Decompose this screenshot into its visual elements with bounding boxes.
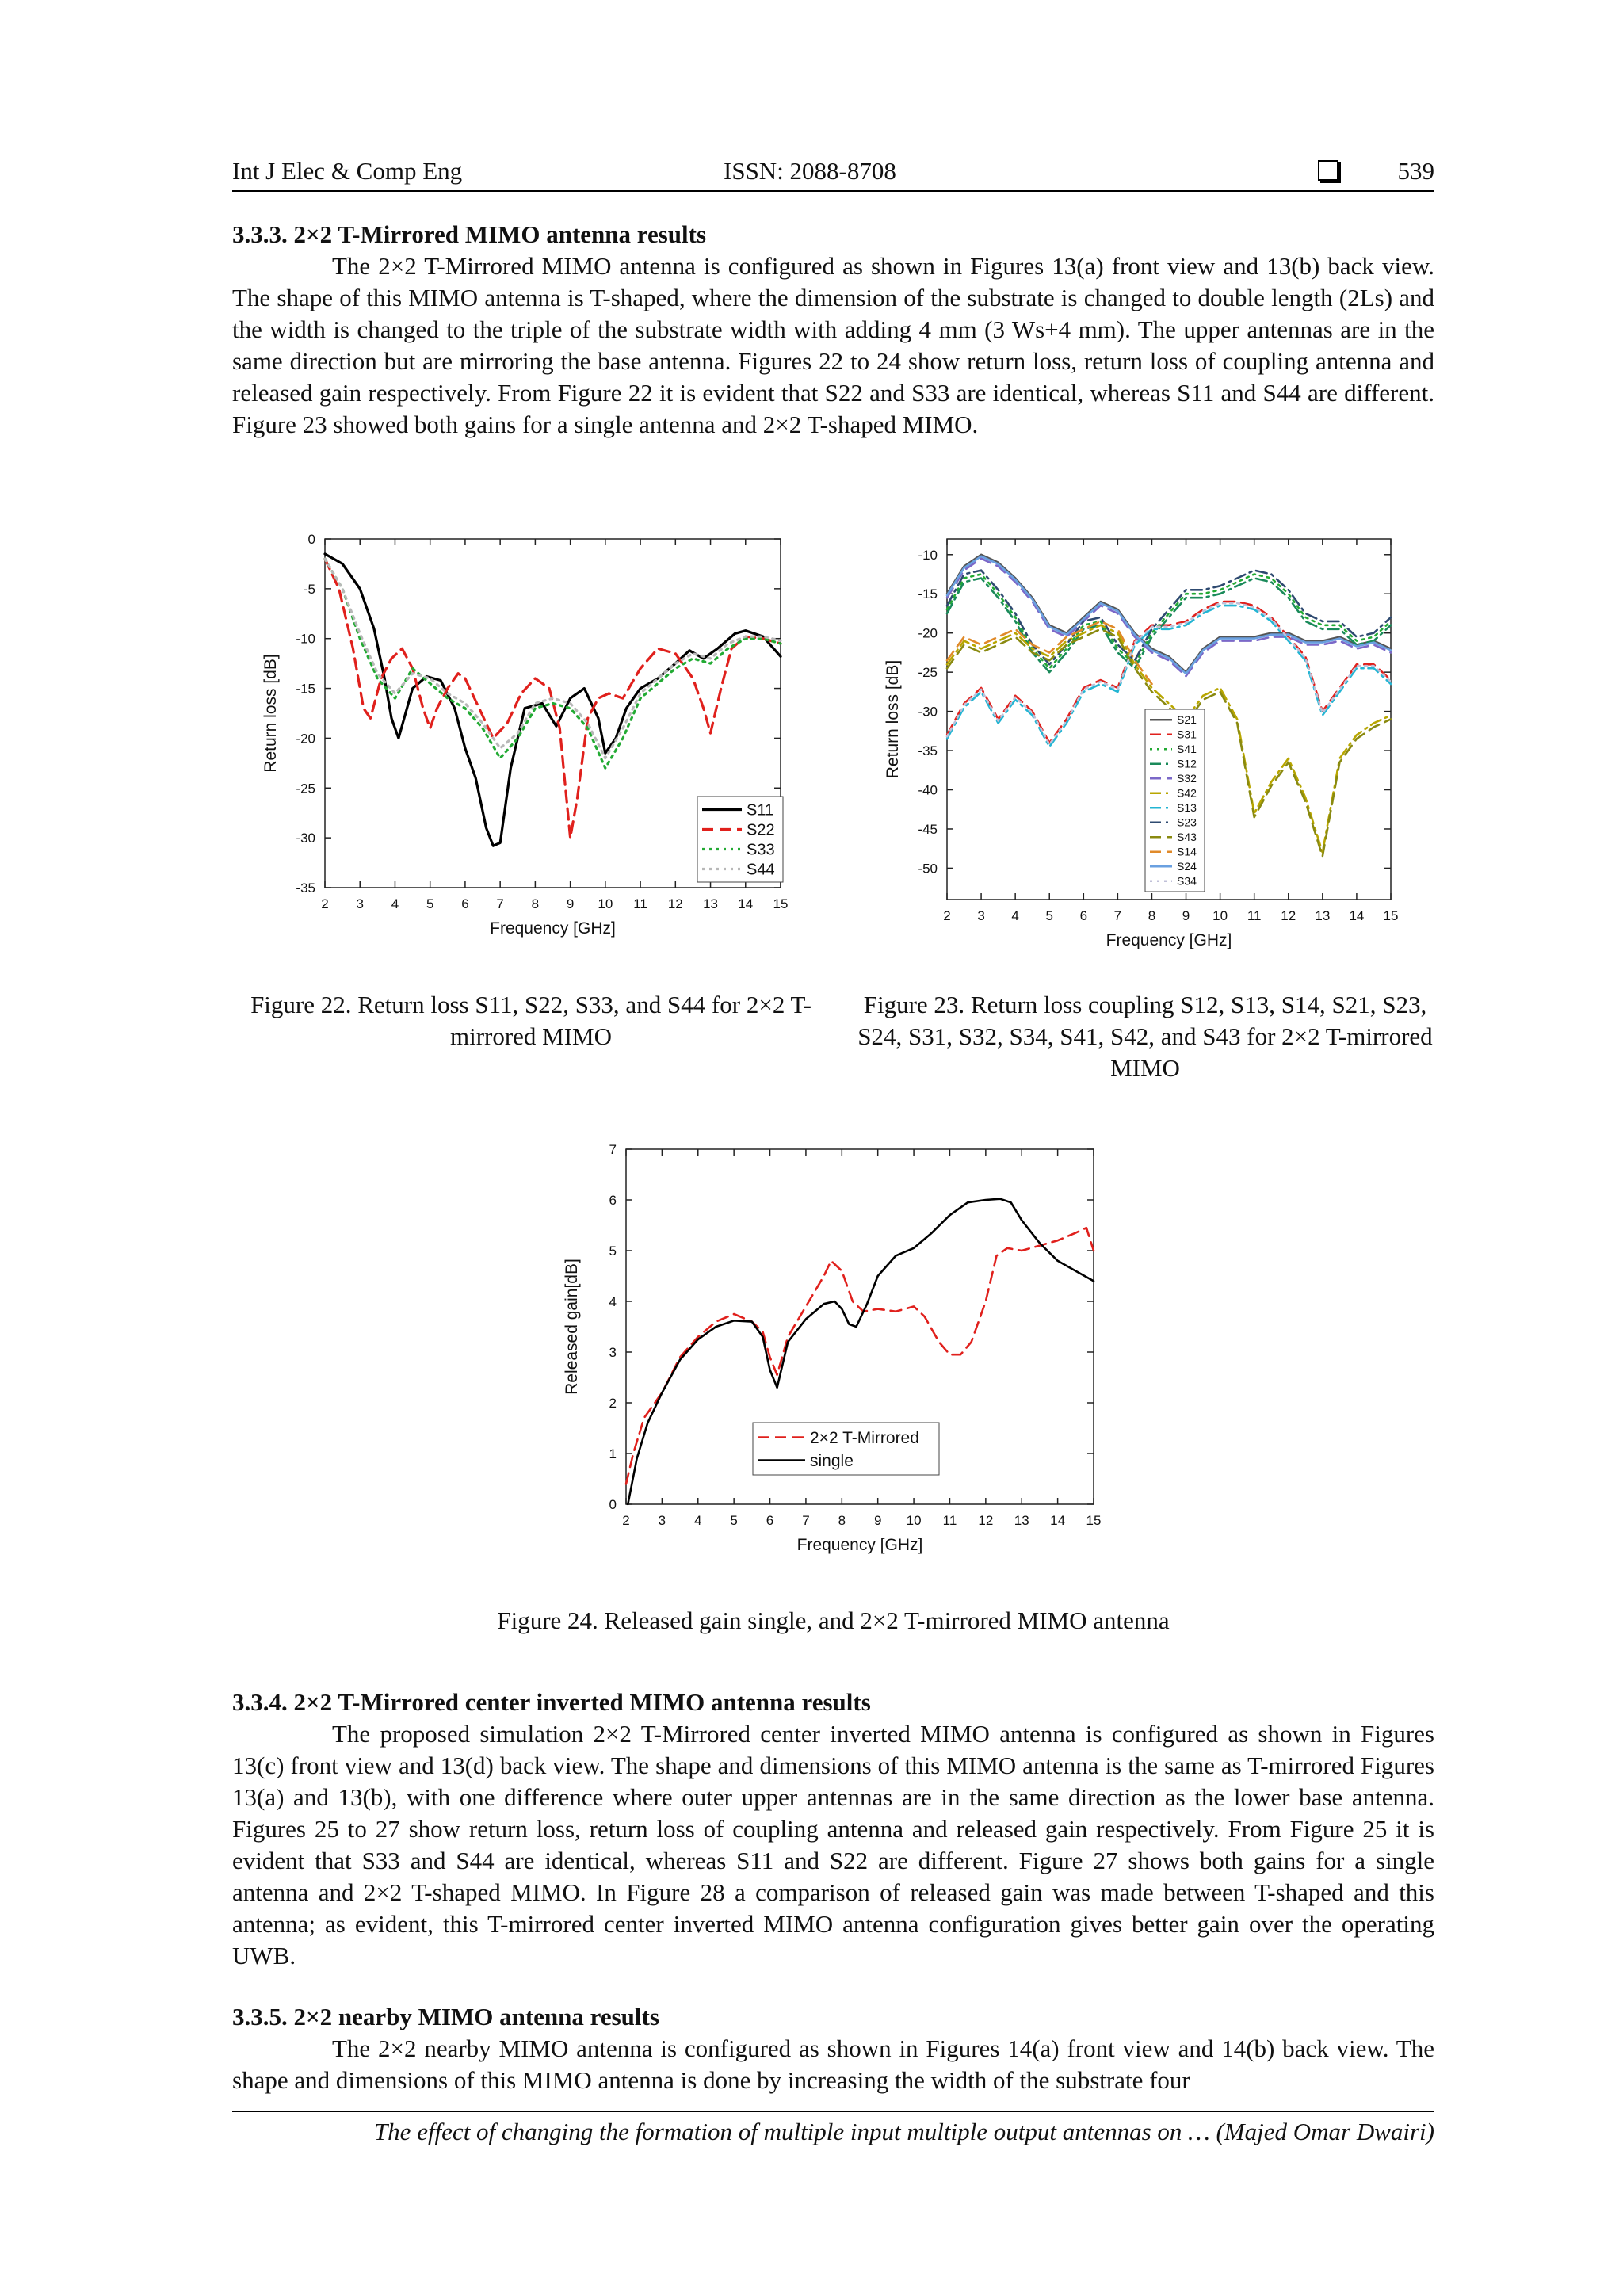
y-tick-label: -30 <box>296 831 315 846</box>
section-heading-334: 3.3.4. 2×2 T-Mirrored center inverted MIMO antenna results <box>232 1688 871 1716</box>
issn: ISSN: 2088-8708 <box>724 157 896 185</box>
y-axis-label: Return loss [dB] <box>262 654 280 773</box>
legend-label: S33 <box>747 841 775 859</box>
legend-label: S32 <box>1177 772 1197 785</box>
y-tick-label: 3 <box>609 1345 617 1360</box>
x-tick-label: 9 <box>873 1513 882 1528</box>
legend-label: S12 <box>1177 757 1197 770</box>
x-tick-label: 7 <box>1113 908 1122 923</box>
legend-label: S22 <box>747 821 775 839</box>
legend-label: S31 <box>1177 728 1197 741</box>
x-tick-label: 10 <box>906 1513 922 1528</box>
figure-22-caption: Figure 22. Return loss S11, S22, S33, and S44 for 2×2 T-mirrored MIMO <box>250 991 812 1050</box>
y-tick-label: -15 <box>296 681 315 697</box>
x-tick-label: 13 <box>703 896 718 911</box>
x-tick-label: 14 <box>1050 1513 1066 1528</box>
x-tick-label: 9 <box>1182 908 1190 923</box>
x-tick-label: 14 <box>1349 908 1365 923</box>
x-tick-label: 11 <box>1247 908 1262 923</box>
y-tick-label: -35 <box>918 743 938 759</box>
x-tick-label: 11 <box>633 896 647 911</box>
footer-rule <box>232 2111 1434 2112</box>
y-tick-label: -30 <box>918 704 938 720</box>
legend-label: S42 <box>1177 786 1197 800</box>
x-tick-label: 6 <box>766 1513 774 1528</box>
x-tick-label: 13 <box>1315 908 1331 923</box>
figure-23-caption: Figure 23. Return loss coupling S12, S13, S14, S21, S23, S24, S31, S32, S34, S41, S42, and S43 for 2×2 T-mirrored MIMO <box>857 991 1433 1082</box>
x-tick-label: 5 <box>1045 908 1053 923</box>
x-tick-label: 9 <box>566 896 575 911</box>
x-tick-label: 6 <box>461 896 469 911</box>
legend-label: S34 <box>1177 874 1197 888</box>
y-tick-label: -5 <box>303 581 315 597</box>
legend-label: S13 <box>1177 801 1197 815</box>
x-tick-label: 15 <box>773 896 789 911</box>
legend-label: single <box>810 1451 854 1470</box>
x-tick-label: 4 <box>1011 908 1019 923</box>
x-tick-label: 2 <box>321 896 329 911</box>
x-axis-label: Frequency [GHz] <box>796 1536 923 1554</box>
y-tick-label: -45 <box>918 821 938 837</box>
y-tick-label: -35 <box>296 881 315 896</box>
y-tick-label: -20 <box>918 625 938 641</box>
y-tick-label: -40 <box>918 782 938 798</box>
x-tick-label: 4 <box>391 896 399 911</box>
y-tick-label: -50 <box>918 861 938 877</box>
x-tick-label: 3 <box>977 908 985 923</box>
x-axis-label: Frequency [GHz] <box>1106 931 1232 949</box>
x-tick-label: 15 <box>1086 1513 1102 1528</box>
x-tick-label: 7 <box>802 1513 810 1528</box>
journal-name: Int J Elec & Comp Eng <box>232 157 463 185</box>
x-axis-label: Frequency [GHz] <box>490 919 616 938</box>
y-tick-label: -10 <box>296 631 315 647</box>
x-tick-label: 2 <box>943 908 951 923</box>
figure-24-caption: Figure 24. Released gain single, and 2×2 T-mirrored MIMO antenna <box>497 1606 1170 1634</box>
legend-label: S23 <box>1177 816 1197 829</box>
x-tick-label: 12 <box>1281 908 1296 923</box>
section-heading-335: 3.3.5. 2×2 nearby MIMO antenna results <box>232 2003 659 2030</box>
figure-24-chart <box>555 1133 1109 1577</box>
y-tick-label: 6 <box>609 1193 617 1208</box>
series-line-s33 <box>325 559 781 768</box>
legend-label: S11 <box>747 801 774 819</box>
y-tick-label: -25 <box>918 665 938 681</box>
x-tick-label: 12 <box>978 1513 994 1528</box>
legend-label: S41 <box>1177 743 1197 756</box>
x-tick-label: 5 <box>426 896 434 911</box>
y-tick-label: -20 <box>296 731 315 747</box>
x-tick-label: 5 <box>730 1513 738 1528</box>
y-tick-label: 5 <box>609 1244 617 1259</box>
section-paragraph-335 <box>232 2033 1434 2096</box>
x-tick-label: 15 <box>1383 908 1399 923</box>
legend-label: S43 <box>1177 831 1197 844</box>
y-tick-label: -10 <box>918 547 938 563</box>
figure-22-chart <box>238 523 816 967</box>
x-tick-label: 8 <box>1148 908 1156 923</box>
x-tick-label: 11 <box>942 1513 957 1528</box>
x-tick-label: 12 <box>667 896 683 911</box>
section-text-335: The 2×2 nearby MIMO antenna is configured as shown in Figures 14(a) front view and 14(b) back view. The shape and dimensions of this MIMO antenna is done by increasing the width of the substrate four <box>232 2034 1434 2094</box>
x-tick-label: 10 <box>598 896 613 911</box>
section-paragraph-334 <box>232 1718 1434 1972</box>
y-tick-label: 7 <box>609 1142 617 1157</box>
section-text-333: The 2×2 T-Mirrored MIMO antenna is configured as shown in Figures 13(a) front view and 13(b) back view. The shape of this MIMO antenna is T-shaped, where the dimension of the substrate is changed to double length (2Ls) and the width is changed to the triple of the substrate width with adding 4 mm (3 Ws+4 mm). The upper antennas are in the same direction but are mirroring the base antenna. Figures 22 to 24 show return loss, return loss of coupling antenna and released gain respectively. From Figure 22 it is evident that S22 and S33 are identical, whereas S11 and S44 are different. Figure 23 showed both gains for a single antenna and 2×2 T-shaped MIMO. <box>232 252 1434 438</box>
x-tick-label: 8 <box>838 1513 846 1528</box>
legend-label: S21 <box>1177 713 1197 727</box>
y-axis-label: Return loss [dB] <box>884 659 902 779</box>
x-tick-label: 3 <box>658 1513 666 1528</box>
x-tick-label: 2 <box>622 1513 630 1528</box>
y-tick-label: -25 <box>296 781 315 797</box>
legend-label: S24 <box>1177 860 1197 873</box>
x-tick-label: 4 <box>694 1513 702 1528</box>
x-tick-label: 6 <box>1079 908 1088 923</box>
legend-label: 2×2 T-Mirrored <box>810 1428 919 1447</box>
legend-label: S44 <box>747 861 775 879</box>
y-axis-label: Released gain[dB] <box>563 1259 581 1395</box>
figure-23-chart <box>864 531 1434 967</box>
series-line-s41 <box>947 575 1391 669</box>
y-tick-label: -15 <box>918 586 938 602</box>
section-paragraph-333 <box>232 250 1434 441</box>
y-tick-label: 0 <box>307 532 315 547</box>
x-tick-label: 14 <box>738 896 754 911</box>
x-tick-label: 10 <box>1212 908 1228 923</box>
x-tick-label: 7 <box>496 896 504 911</box>
x-tick-label: 3 <box>356 896 364 911</box>
y-tick-label: 0 <box>609 1497 617 1512</box>
y-tick-label: 2 <box>609 1396 617 1411</box>
section-heading-333: 3.3.3. 2×2 T-Mirrored MIMO antenna results <box>232 220 707 248</box>
running-header <box>232 155 1434 192</box>
section-text-334: The proposed simulation 2×2 T-Mirrored center inverted MIMO antenna is configured as shown in Figures 13(c) front view and 13(d) back view. The shape and dimensions of this MIMO antenna is the same as T-mirrored Figures 13(a) and 13(b), with one difference where outer upper antennas are in the same direction as the lower base antenna. Figures 25 to 27 show return loss, return loss of coupling antenna and released gain respectively. From Figure 25 it is evident that S33 and S44 are identical, whereas S11 and S22 are different. Figure 27 shows both gains for a single antenna and 2×2 T-shaped MIMO. In Figure 28 a comparison of released gain was made between T-shaped and this antenna; as evident, this T-mirrored center inverted MIMO antenna configuration gives better gain over the operating UWB. <box>232 1720 1434 1969</box>
legend-label: S14 <box>1177 845 1197 858</box>
square-box-icon <box>1318 160 1338 181</box>
page-number: 539 <box>1397 157 1434 185</box>
y-tick-label: 4 <box>609 1294 617 1309</box>
y-tick-label: 1 <box>609 1446 617 1461</box>
x-tick-label: 8 <box>531 896 540 911</box>
x-tick-label: 13 <box>1014 1513 1029 1528</box>
running-footer: The effect of changing the formation of multiple input multiple output antennas on … (Majed Omar Dwairi) <box>373 2118 1434 2145</box>
